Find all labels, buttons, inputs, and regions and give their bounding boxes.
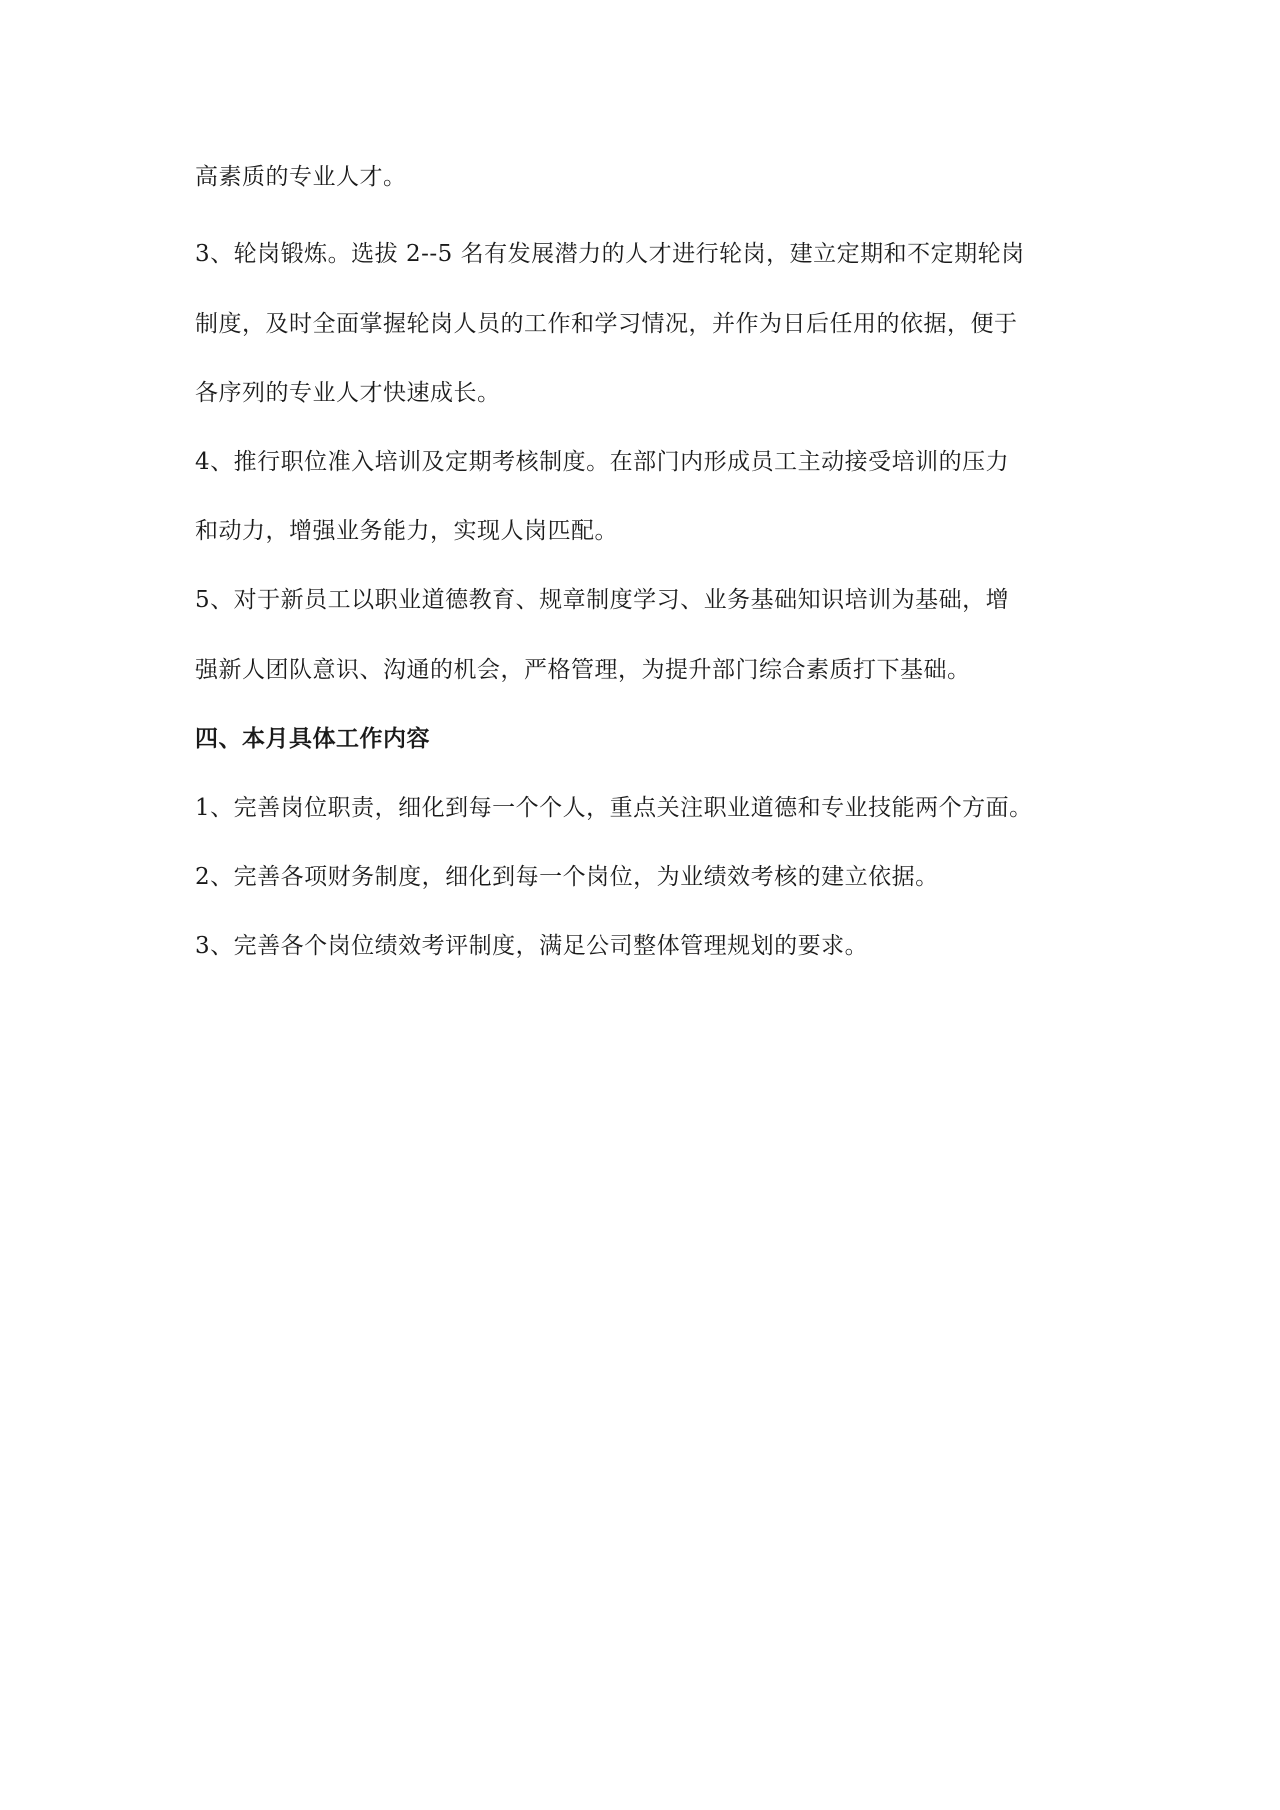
paragraph-line: 强新人团队意识、沟通的机会，严格管理，为提升部门综合素质打下基础。 xyxy=(195,657,971,683)
paragraph-line: 和动力，增强业务能力，实现人岗匹配。 xyxy=(195,518,618,544)
paragraph-line: 4、推行职位准入培训及定期考核制度。在部门内形成员工主动接受培训的压力 xyxy=(195,449,1010,475)
section-heading: 四、本月具体工作内容 xyxy=(195,725,430,752)
list-item: 2、完善各项财务制度，细化到每一个岗位，为业绩效考核的建立依据。 xyxy=(195,864,939,890)
paragraph-line: 高素质的专业人才。 xyxy=(195,164,407,190)
paragraph-line: 5、对于新员工以职业道德教育、规章制度学习、业务基础知识培训为基础，增 xyxy=(195,587,1010,613)
paragraph-line: 3、轮岗锻炼。选拔 2--5 名有发展潜力的人才进行轮岗，建立定期和不定期轮岗 xyxy=(195,241,1025,267)
list-item: 3、完善各个岗位绩效考评制度，满足公司整体管理规划的要求。 xyxy=(195,933,869,959)
paragraph-line: 制度，及时全面掌握轮岗人员的工作和学习情况，并作为日后任用的依据，便于 xyxy=(195,311,1018,337)
list-item: 1、完善岗位职责，细化到每一个个人，重点关注职业道德和专业技能两个方面。 xyxy=(195,795,1033,821)
paragraph-line: 各序列的专业人才快速成长。 xyxy=(195,380,501,406)
